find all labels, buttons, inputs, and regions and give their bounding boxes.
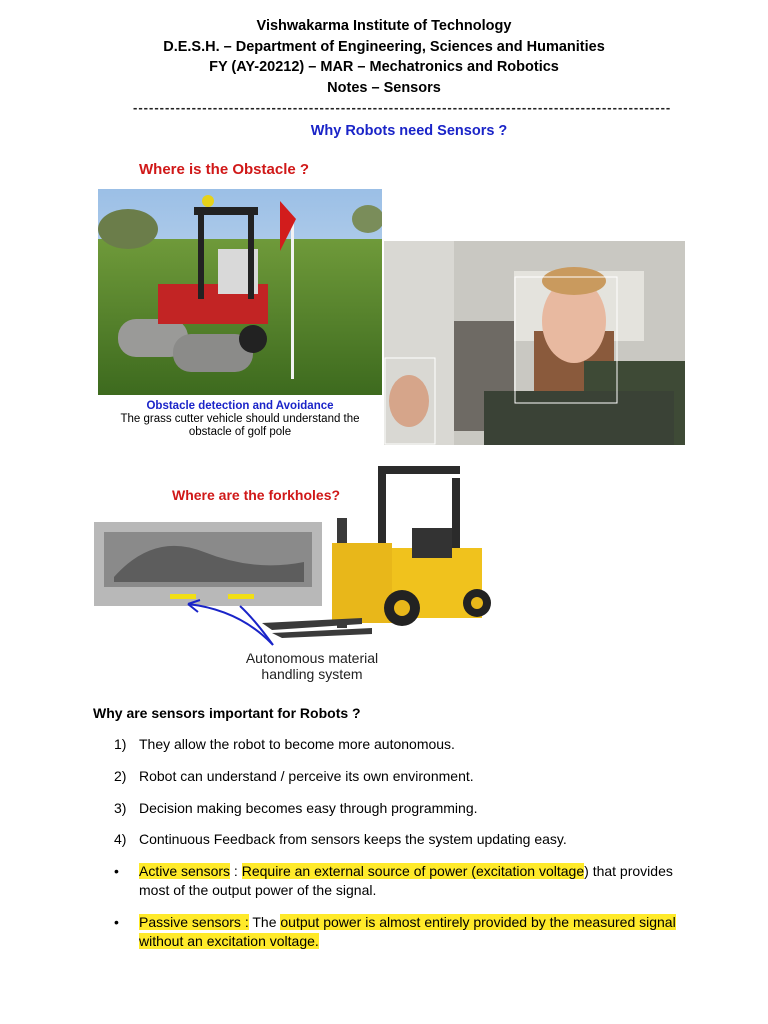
list-item-number: 3) (114, 800, 127, 816)
figure2-caption (220, 650, 404, 682)
figure1-caption-title: Obstacle detection and Avoidance (146, 400, 334, 412)
list-item-number: 2) (114, 768, 127, 784)
list-item-text: Continuous Feedback from sensors keeps the system updating easy. (139, 831, 567, 847)
forkhole-arrow (160, 590, 300, 650)
separator: : (230, 863, 242, 879)
list-item (114, 831, 567, 847)
definition-rest: ) that provides most of the output power of the signal. (139, 863, 673, 898)
bullet-symbol: • (114, 863, 119, 879)
divider-rule: ----------------------------------------------------------------------------------------------------- (133, 100, 672, 115)
list-item (114, 736, 455, 752)
page-subtitle: Why Robots need Sensors ? (310, 123, 508, 139)
list-item-number: 4) (114, 831, 127, 847)
figure1-caption-line1: The grass cutter vehicle should understand the (120, 413, 360, 425)
list-item-text: Decision making becomes easy through programming. (139, 800, 478, 816)
institute-name: Vishwakarma Institute of Technology (256, 18, 512, 34)
list-item-number: 1) (114, 736, 127, 752)
term-passive-sensors: Passive sensors : (139, 914, 249, 930)
list-item-text: Robot can understand / perceive its own environment. (139, 768, 474, 784)
figure2-title: Where are the forkholes? (172, 487, 341, 503)
figure1-caption (98, 400, 382, 439)
face-detection-photo (384, 241, 685, 445)
notes-title: Notes – Sensors (327, 80, 441, 96)
figure2-caption-line1: Autonomous material (245, 650, 379, 666)
figure2-caption-line2: handling system (261, 666, 363, 682)
bullet-symbol: • (114, 914, 119, 930)
list-item (114, 800, 478, 816)
figure1-title: Where is the Obstacle ? (139, 161, 310, 178)
bullet-text (139, 862, 699, 900)
grass-cutter-photo (98, 189, 382, 395)
separator: The (248, 914, 281, 930)
definition-highlight: output power is almost entirely provided by the measured signal without an excitation voltage. (139, 914, 676, 949)
section-title: Why are sensors important for Robots ? (93, 705, 361, 721)
figure1-caption-line2: obstacle of golf pole (188, 426, 292, 438)
course-name: FY (AY-20212) – MAR – Mechatronics and Robotics (209, 59, 559, 75)
bullet-text (139, 913, 699, 951)
department-name: D.E.S.H. – Department of Engineering, Sciences and Humanities (163, 39, 605, 55)
term-active-sensors: Active sensors (139, 863, 231, 879)
list-item-text: They allow the robot to become more autonomous. (139, 736, 455, 752)
list-item (114, 768, 474, 784)
definition-highlight: Require an external source of power (excitation voltage (241, 863, 585, 879)
